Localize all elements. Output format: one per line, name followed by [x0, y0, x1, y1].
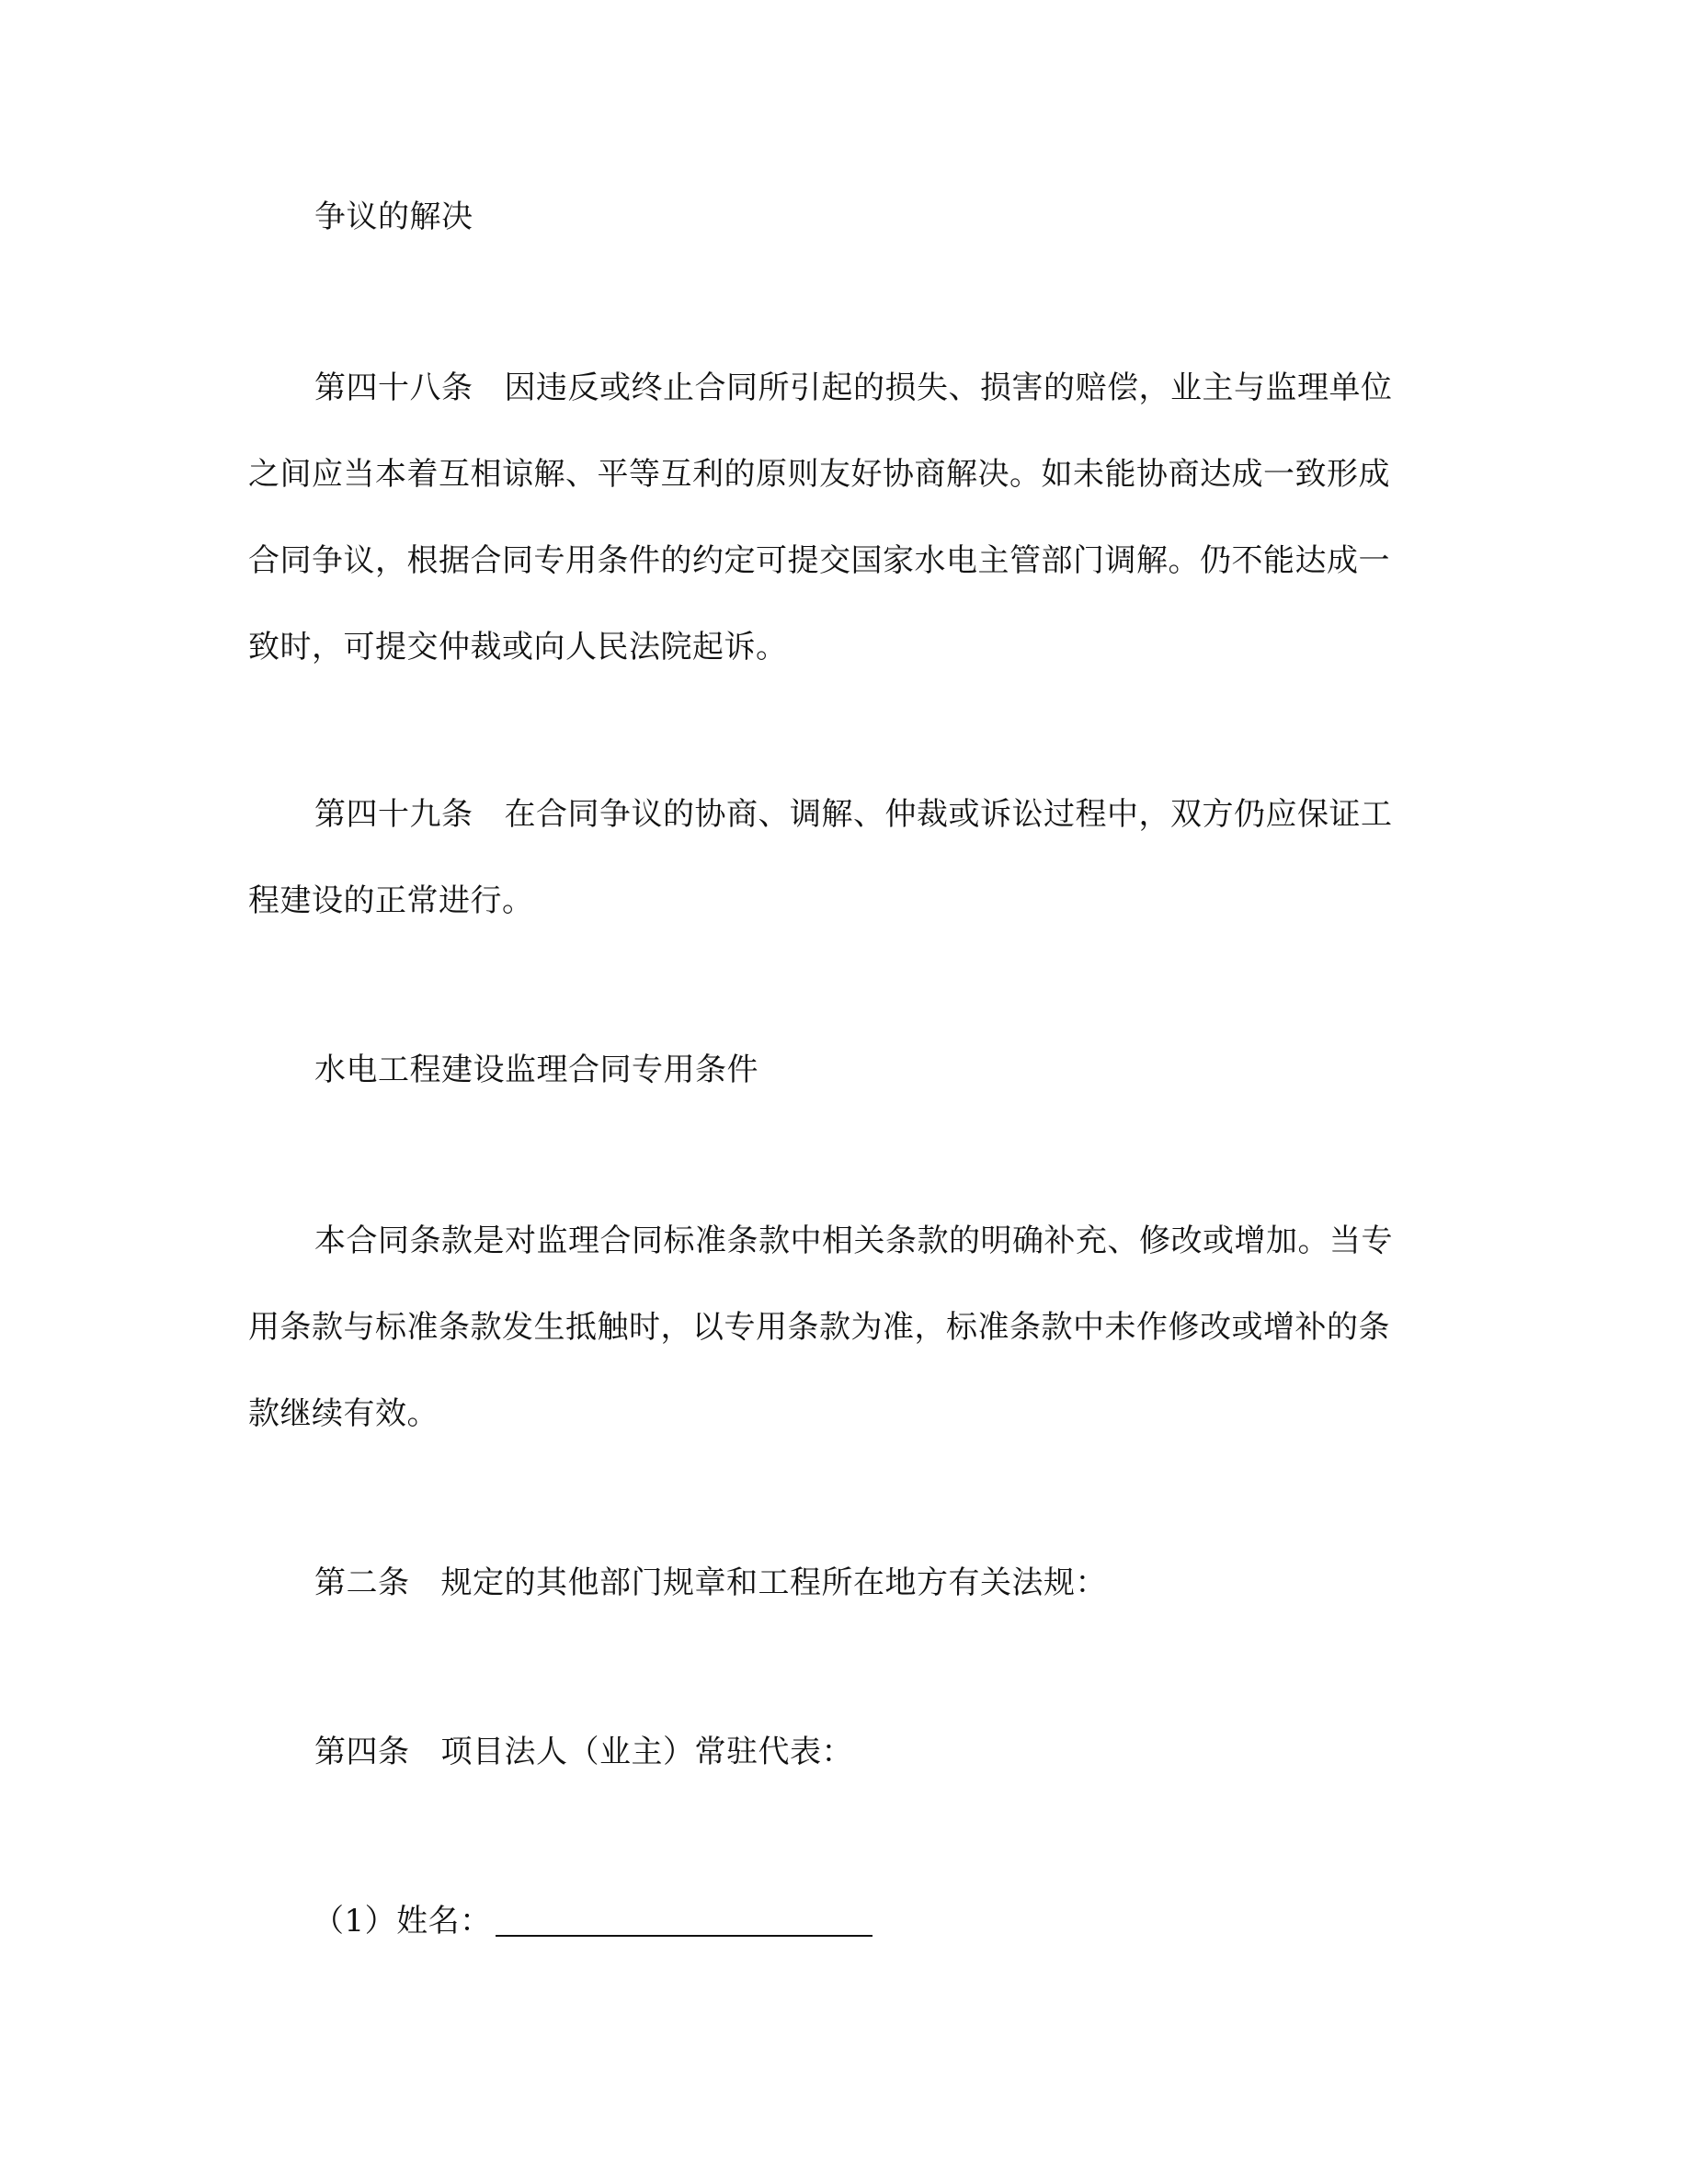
article-48-text-1: 因违反或终止合同所引起的损失、损害的赔偿，业主与监理单位 — [504, 370, 1393, 406]
article-2-label: 第二条 — [314, 1564, 410, 1601]
section-heading-dispute: 争议的解决 — [314, 199, 473, 235]
article-48-label: 第四十八条 — [314, 370, 473, 406]
article-49-line-2: 程建设的正常进行。 — [248, 882, 534, 919]
article-2-line — [314, 1564, 1107, 1601]
article-49-label: 第四十九条 — [314, 796, 473, 833]
section-heading-special-conditions: 水电工程建设监理合同专用条件 — [314, 1052, 758, 1088]
article-48-line-3: 合同争议，根据合同专用条件的约定可提交国家水电主管部门调解。仍不能达成一 — [248, 542, 1390, 579]
article-48-line-1 — [314, 370, 1393, 406]
name-blank-underline[interactable] — [496, 1935, 873, 1937]
name-field-label: （1）姓名： — [313, 1903, 492, 1939]
name-field-row — [313, 1903, 873, 1939]
article-48-line-4: 致时，可提交仲裁或向人民法院起诉。 — [248, 629, 788, 665]
intro-line-2: 用条款与标准条款发生抵触时，以专用条款为准，标准条款中未作修改或增补的条 — [248, 1309, 1390, 1346]
article-4-line — [314, 1734, 853, 1770]
article-49-text-1: 在合同争议的协商、调解、仲裁或诉讼过程中，双方仍应保证工 — [504, 796, 1393, 833]
article-4-text: 项目法人（业主）常驻代表： — [440, 1734, 853, 1770]
article-49-line-1 — [314, 796, 1393, 833]
article-2-text: 规定的其他部门规章和工程所在地方有关法规： — [440, 1564, 1107, 1601]
intro-line-1: 本合同条款是对监理合同标准条款中相关条款的明确补充、修改或增加。当专 — [314, 1223, 1393, 1259]
article-4-label: 第四条 — [314, 1734, 410, 1770]
article-48-line-2: 之间应当本着互相谅解、平等互利的原则友好协商解决。如未能协商达成一致形成 — [248, 456, 1390, 493]
intro-line-3: 款继续有效。 — [248, 1395, 439, 1432]
